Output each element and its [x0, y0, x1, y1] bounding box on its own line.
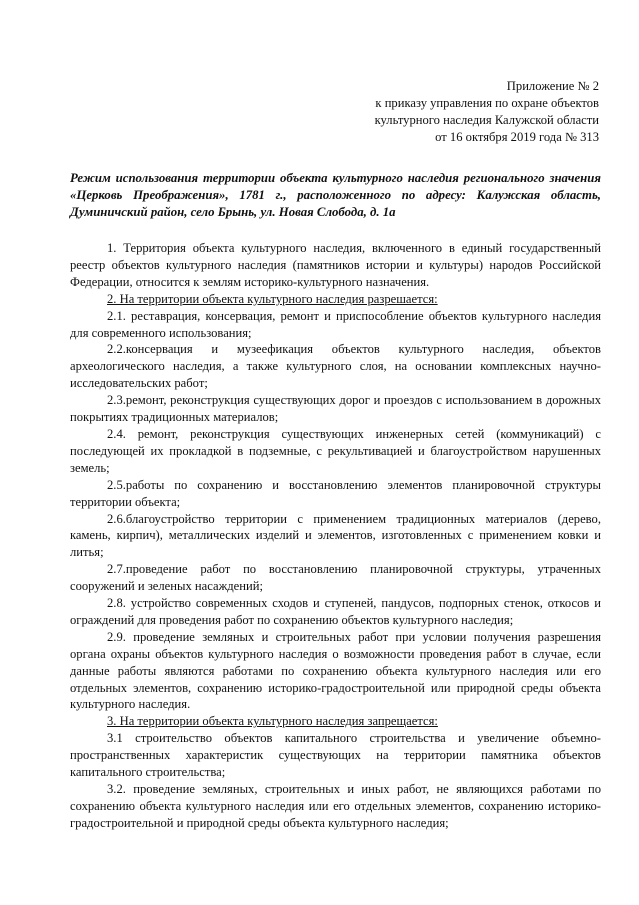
paragraph: 2.4. ремонт, реконструкция существующих инженерных сетей (коммуникаций) с последующей их прокладкой в подземные, с рекультивацией и благоустройством нарушенных земель; — [70, 426, 601, 475]
appendix-line: к приказу управления по охране объектов — [375, 96, 599, 110]
paragraph: 3.1 строительство объектов капитального строительства и увеличение объемно-пространственных характеристик существующих на территории памятника объектов капитального строительства; — [70, 731, 601, 780]
appendix-line: от 16 октября 2019 года № 313 — [435, 130, 599, 144]
appendix-line: Приложение № 2 — [506, 79, 599, 93]
paragraph: 2.1. реставрация, консервация, ремонт и приспособление объектов культурного наследия для современного использования; — [70, 308, 601, 340]
document-body — [70, 240, 601, 832]
document-title: Режим использования территории объекта культурного наследия регионального значения «Церковь Преображения», 1781 г., расположенного по адресу: Калужская область, Думиничский район, село Брынь, ул. Новая Слобода, д. 1а — [70, 171, 601, 219]
paragraph: 3.2. проведение земляных, строительных и иных работ, не являющихся работами по сохранению объекта культурного наследия или его отдельных элементов, сохранению историко-градостроительной и природной среды объекта культурного наследия; — [70, 782, 601, 830]
section-heading-text: 3. На территории объекта культурного наследия запрещается: — [107, 714, 438, 729]
appendix-header — [70, 78, 599, 146]
paragraph: 2.3.ремонт, реконструкция существующих дорог и проездов с использованием в дорожных покрытиях традиционных материалов; — [70, 393, 601, 425]
paragraph: 2.5.работы по сохранению и восстановлению элементов планировочной структуры территории объекта; — [70, 477, 601, 509]
appendix-line: культурного наследия Калужской области — [374, 113, 599, 127]
paragraph: 2.7.проведение работ по восстановлению планировочной структуры, утраченных сооружений и зеленых насаждений; — [70, 562, 601, 594]
section-heading-text: 2. На территории объекта культурного наследия разрешается: — [107, 291, 438, 306]
section-heading — [70, 713, 601, 730]
section-heading — [70, 291, 601, 308]
paragraph: 1. Территория объекта культурного наследия, включенного в единый государственный реестр объектов культурного наследия (памятников истории и культуры) народов Российской Федерации, относится к землям историко-культурного назначения. — [70, 241, 601, 289]
paragraph: 2.9. проведение земляных и строительных работ при условии получения разрешения органа охраны объектов культурного наследия о возможности проведения работ в случае, если данные работы являются работами по сохранению объекта культурного наследия или его отдельных элементов, сохранению историко-градостроительной или природной среды объекта культурного наследия. — [70, 629, 601, 712]
paragraph: 2.8. устройство современных сходов и ступеней, пандусов, подпорных стенок, откосов и ограждений для проведения работ по сохранению объектов культурного наследия; — [70, 596, 601, 627]
paragraph: 2.2.консервация и музеефикация объектов культурного наследия, объектов археологического наследия, а также культурного слоя, на основании комплексных научно-исследовательских работ; — [70, 342, 601, 391]
paragraph: 2.6.благоустройство территории с применением традиционных материалов (дерево, камень, кирпич), металлических изделий и элементов, изготовленных с применением ковки и литья; — [70, 511, 601, 560]
